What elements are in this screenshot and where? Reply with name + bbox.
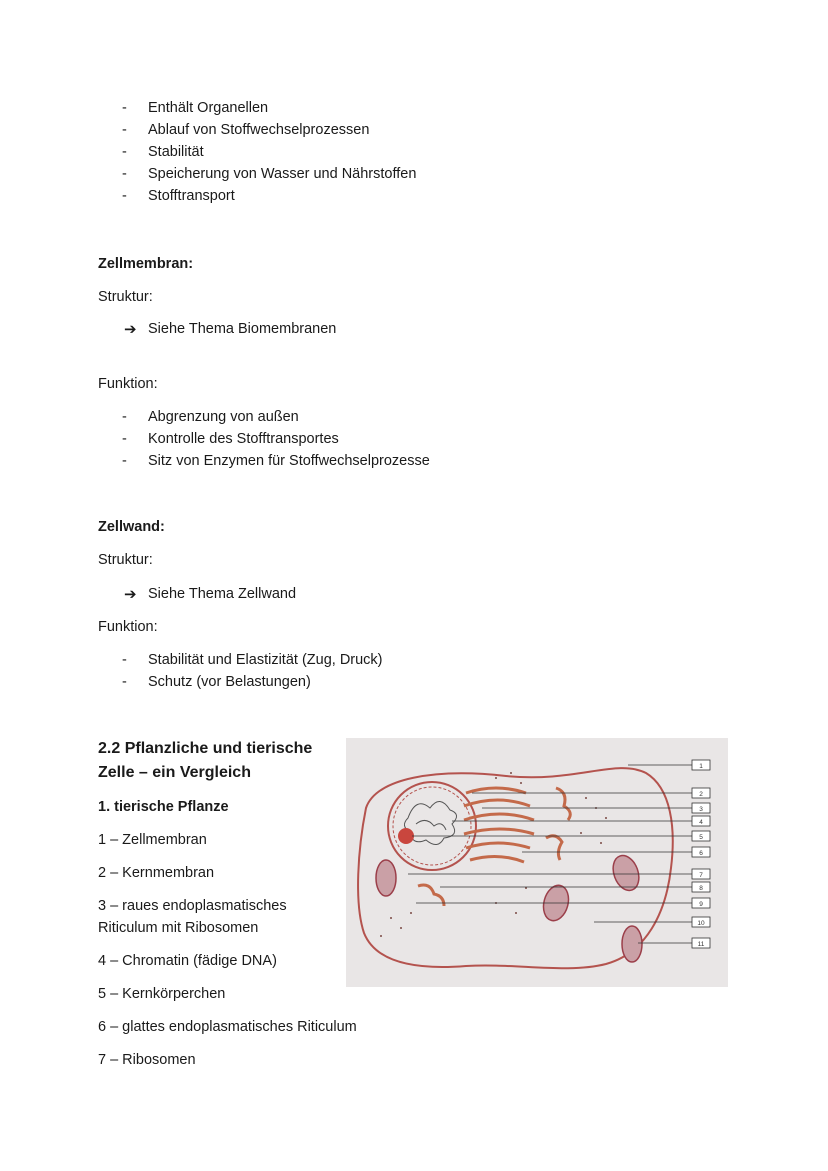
figure-label: 8 <box>699 885 703 892</box>
list-item: Stabilität <box>148 144 204 160</box>
zellmembran-struktur-ref: Siehe Thema Biomembranen <box>148 321 337 337</box>
arrow-icon: ➔ <box>124 321 137 338</box>
nucleus-outer <box>388 782 476 870</box>
list-item: Enthält Organellen <box>148 100 269 116</box>
figure-label: 10 <box>697 920 705 927</box>
bullet-dash: - <box>122 431 127 447</box>
figure-label: 5 <box>699 834 703 841</box>
list-item: Abgrenzung von außen <box>148 409 299 425</box>
bullet-dash: - <box>122 144 127 160</box>
list-item: Stofftransport <box>148 188 235 204</box>
bullet-dash: - <box>122 166 127 182</box>
figure-label: 1 <box>699 763 703 770</box>
zellwand-struktur-ref: Siehe Thema Zellwand <box>148 586 297 602</box>
legend-item: 5 – Kernkörperchen <box>98 986 226 1002</box>
legend-item: 4 – Chromatin (fädige DNA) <box>98 953 277 969</box>
section-title-line1: 2.2 Pflanzliche und tierische <box>98 740 313 757</box>
section-title-line2: Zelle – ein Vergleich <box>98 764 251 781</box>
figure-label: 6 <box>699 850 703 857</box>
zellmembran-funktion-label: Funktion: <box>98 376 158 392</box>
rough-er-shape <box>464 788 534 862</box>
figure-label: 3 <box>699 806 703 813</box>
figure-label: 7 <box>699 872 703 879</box>
nucleolus-shape <box>398 828 414 844</box>
zellwand-heading: Zellwand: <box>98 519 165 535</box>
figure-label: 9 <box>699 901 703 908</box>
ribosomes-shape <box>380 772 607 937</box>
bullet-dash: - <box>122 453 127 469</box>
figure-label: 11 <box>697 941 705 948</box>
bullet-dash: - <box>122 122 127 138</box>
list-item: Stabilität und Elastizität (Zug, Druck) <box>148 652 383 668</box>
bullet-dash: - <box>122 409 127 425</box>
legend-item: 2 – Kernmembran <box>98 865 215 881</box>
cell-diagram-svg <box>346 738 728 987</box>
zellmembran-struktur-label: Struktur: <box>98 289 153 305</box>
legend-item: 1 – Zellmembran <box>98 832 207 848</box>
list-item: Schutz (vor Belastungen) <box>148 674 311 690</box>
bullet-dash: - <box>122 674 127 690</box>
legend-item: Riticulum mit Ribosomen <box>98 920 259 936</box>
zellwand-funktion-label: Funktion: <box>98 619 158 635</box>
list-item: Ablauf von Stoffwechselprozessen <box>148 122 370 138</box>
arrow-icon: ➔ <box>124 586 137 603</box>
figure-label: 2 <box>699 791 703 798</box>
legend-item: 6 – glattes endoplasmatisches Riticulum <box>98 1019 357 1035</box>
animal-cell-diagram <box>346 738 728 987</box>
zellwand-struktur-label: Struktur: <box>98 552 153 568</box>
list-item: Kontrolle des Stofftransportes <box>148 431 339 447</box>
list-item: Sitz von Enzymen für Stoffwechselprozesse <box>148 453 430 469</box>
legend-item: 3 – raues endoplasmatisches <box>98 898 287 914</box>
section-subheading: 1. tierische Pflanze <box>98 799 229 815</box>
bullet-dash: - <box>122 188 127 204</box>
list-item: Speicherung von Wasser und Nährstoffen <box>148 166 417 182</box>
bullet-dash: - <box>122 652 127 668</box>
bullet-dash: - <box>122 100 127 116</box>
zellmembran-heading: Zellmembran: <box>98 256 194 272</box>
golgi-shape <box>418 788 570 906</box>
figure-label: 4 <box>699 819 703 826</box>
mitochondria-shape <box>376 852 643 962</box>
legend-item: 7 – Ribosomen <box>98 1052 196 1068</box>
